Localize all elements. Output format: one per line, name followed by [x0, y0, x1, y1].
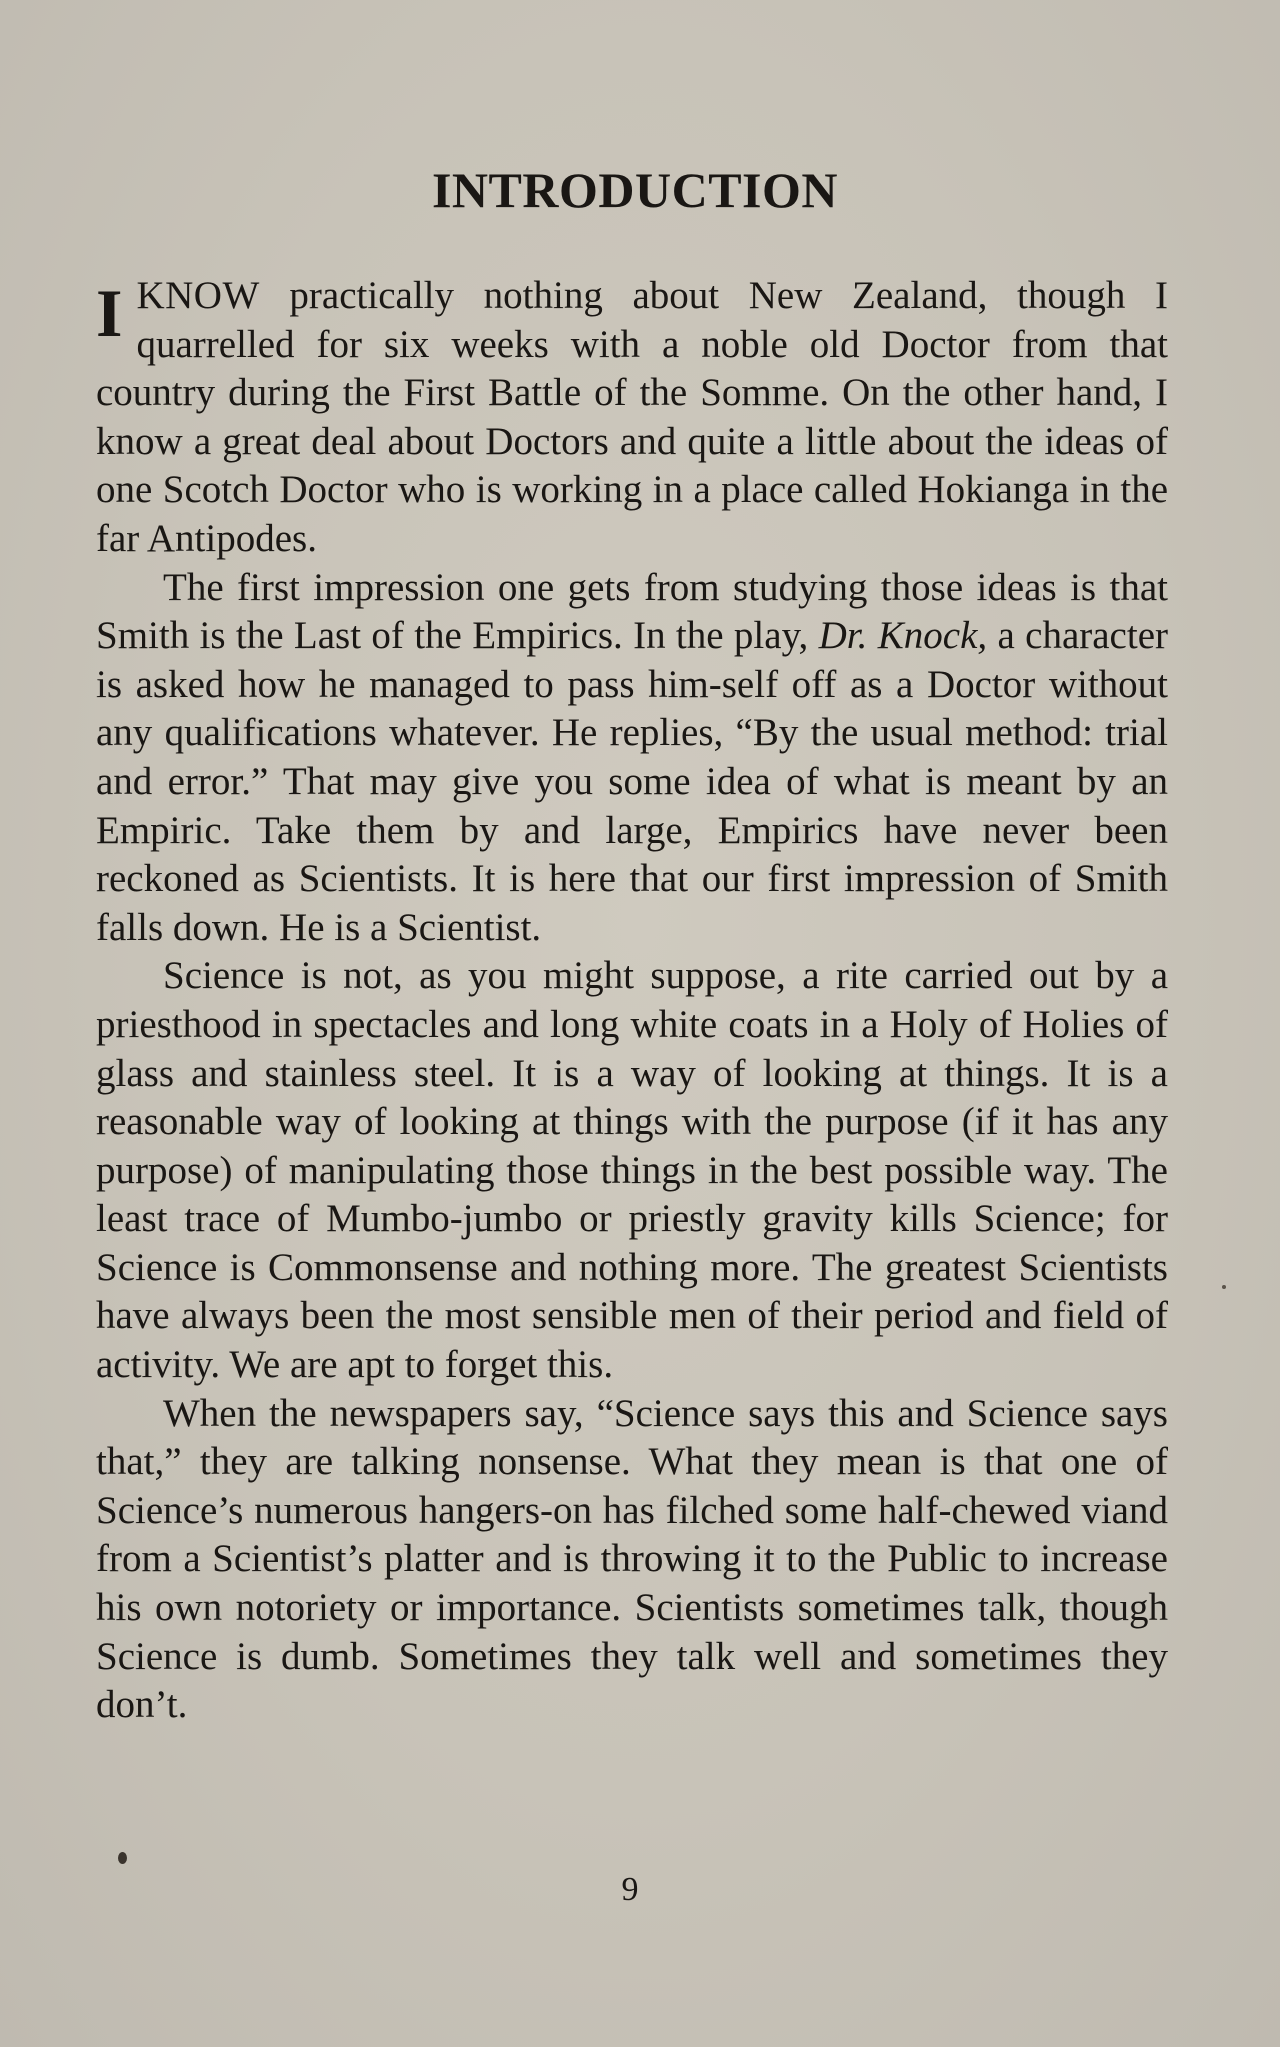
- ink-speck: [1222, 1285, 1226, 1289]
- paragraph-text: practically nothing about New Zealand, though I quarrelled for six weeks with a noble old Doctor from that country during the First Battle of the Somme. On the other hand, I know a great deal about Doctors and quite a little about the ideas of one Scotch Doctor who is working in a place called Hokianga in the far Antipodes.: [96, 274, 1168, 560]
- paragraph-4: [96, 1390, 1168, 1730]
- paragraph-3: [96, 952, 1168, 1389]
- paragraph-text: The first impression one gets from studying those ideas is that Smith is the Last of the Empirics. In the play,: [96, 565, 1168, 658]
- paragraph-text: Science is not, as you might suppose, a rite carried out by a priesthood in spectacles and long white coats in a Holy of Holies of glass and stainless steel. It is a way of looking at things. It is a reasonable way of looking at things with the purpose (if it has any purpose) of manipulating those things in the best possible way. The least trace of Mumbo‐jumbo or priestly gravity kills Science; for Science is Commonsense and nothing more. The greatest Scientists have always been the most sensible men of their period and field of activity. We are apt to forget this.: [96, 954, 1168, 1387]
- chapter-title: INTRODUCTION: [431, 162, 839, 218]
- ink-speck: [118, 1852, 127, 1864]
- play-title: Dr. Knock,: [818, 614, 988, 658]
- paragraph-text: a character is asked how he managed to pass him‐self off as a Doctor without any qualifications whatever. He replies, “By the usual method: trial and error.” That may give you some idea of what is meant by an Empiric. Take them by and large, Empirics have never been reckoned as Scientists. It is here that our first impression of Smith falls down. He is a Scientist.: [96, 614, 1169, 949]
- paragraph-1: [96, 272, 1168, 564]
- drop-cap: I: [96, 275, 123, 351]
- paragraph-2: [96, 564, 1168, 953]
- paragraph-lead: KNOW: [136, 274, 260, 317]
- paragraph-text: When the newspapers say, “Science says this and Science says that,” they are talking nonsense. What they mean is that one of Science’s numerous hangers‐on has filched some half‐chewed viand from a Scientist’s platter and is throwing it to the Public to increase his own notoriety or importance. Scientists sometimes talk, though Science is dumb. Sometimes they talk well and sometimes they don’t.: [96, 1391, 1168, 1727]
- page-number: 9: [621, 1871, 639, 1908]
- body-text: [96, 272, 1168, 1730]
